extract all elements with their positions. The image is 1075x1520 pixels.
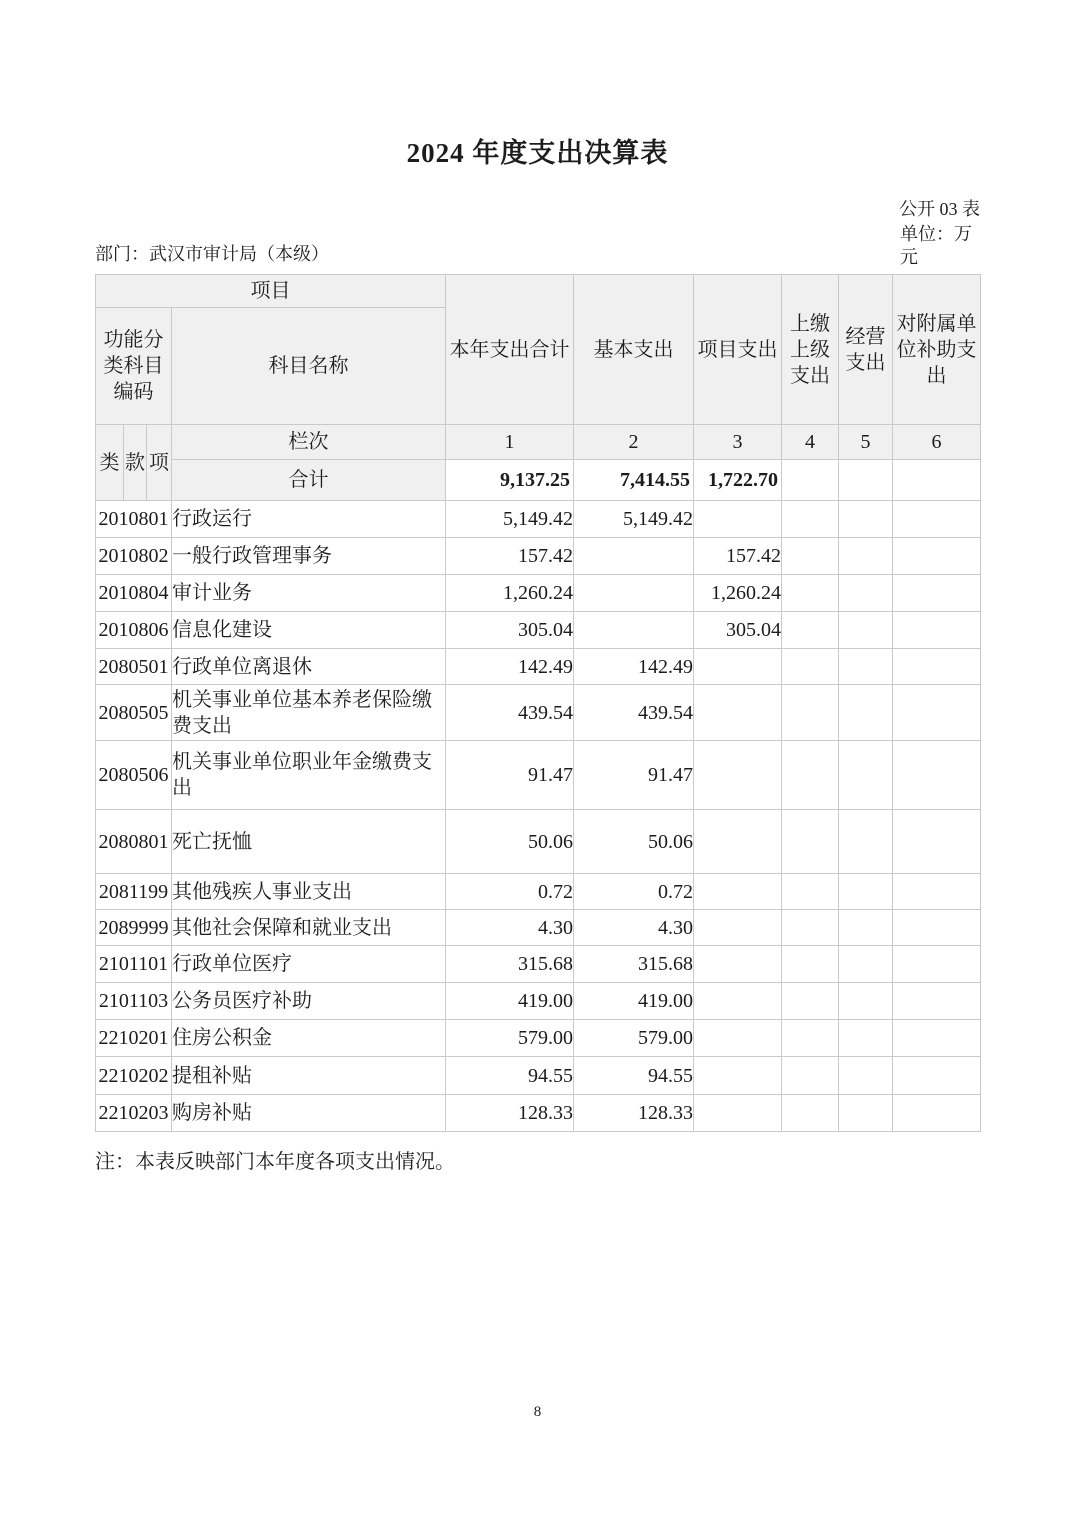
row-name: 购房补贴: [172, 1095, 446, 1132]
col-header-upturned-expenditure: 上缴上级支出: [782, 275, 839, 425]
row-name: 死亡抚恤: [172, 810, 446, 874]
row-value: [893, 1020, 981, 1057]
row-value: [839, 1095, 893, 1132]
row-value: 579.00: [574, 1020, 694, 1057]
total-value: [893, 460, 981, 501]
row-value: 419.00: [446, 983, 574, 1020]
row-value: [574, 538, 694, 575]
row-name: 审计业务: [172, 575, 446, 612]
table-row: [96, 575, 981, 612]
table-row: [96, 946, 981, 983]
row-name: 行政单位医疗: [172, 946, 446, 983]
row-value: 94.55: [574, 1057, 694, 1095]
code-column-header: 功能分类科目编码: [96, 308, 172, 425]
row-value: [839, 685, 893, 741]
project-header: 项目: [96, 275, 446, 308]
row-name: 一般行政管理事务: [172, 538, 446, 575]
row-value: [782, 538, 839, 575]
table-tag: 公开 03 表: [899, 199, 980, 219]
row-value: [839, 538, 893, 575]
row-code: 2010806: [96, 612, 172, 649]
total-value: [839, 460, 893, 501]
row-value: [893, 1057, 981, 1095]
row-value: [694, 983, 782, 1020]
row-value: 1,260.24: [446, 575, 574, 612]
row-value: [839, 946, 893, 983]
row-value: [839, 874, 893, 910]
row-value: [839, 810, 893, 874]
row-value: 439.54: [446, 685, 574, 741]
unit-label: 单位：万元: [900, 224, 972, 267]
row-value: 157.42: [446, 538, 574, 575]
row-value: [782, 910, 839, 946]
row-name: 机关事业单位职业年金缴费支出: [172, 741, 446, 810]
row-value: 157.42: [694, 538, 782, 575]
row-value: [839, 1020, 893, 1057]
row-name: 住房公积金: [172, 1020, 446, 1057]
row-value: [782, 501, 839, 538]
table-row: [96, 1095, 981, 1132]
table-row: [96, 910, 981, 946]
row-value: [893, 983, 981, 1020]
total-value: 1,722.70: [694, 460, 782, 501]
row-code: 2210201: [96, 1020, 172, 1057]
page-title: 2024 年度支出决算表: [406, 138, 669, 168]
row-value: [893, 501, 981, 538]
row-value: 50.06: [574, 810, 694, 874]
row-value: [782, 649, 839, 685]
row-value: [839, 612, 893, 649]
col-header-project-expenditure: 项目支出: [694, 275, 782, 425]
row-value: [694, 685, 782, 741]
row-value: 142.49: [574, 649, 694, 685]
row-value: [839, 910, 893, 946]
row-code: 2010801: [96, 501, 172, 538]
row-value: [782, 575, 839, 612]
row-value: 1,260.24: [694, 575, 782, 612]
row-value: [782, 810, 839, 874]
row-value: 579.00: [446, 1020, 574, 1057]
row-value: [782, 946, 839, 983]
row-code: 2080506: [96, 741, 172, 810]
row-value: 0.72: [446, 874, 574, 910]
row-value: [893, 612, 981, 649]
meta-row: [95, 223, 980, 269]
row-value: [782, 1020, 839, 1057]
row-value: 50.06: [446, 810, 574, 874]
row-value: [893, 741, 981, 810]
class-col-kuan: 款: [124, 425, 147, 501]
class-col-lei: 类: [96, 425, 124, 501]
row-value: [694, 649, 782, 685]
row-value: [694, 946, 782, 983]
row-value: 4.30: [446, 910, 574, 946]
row-code: 2080801: [96, 810, 172, 874]
row-code: 2101103: [96, 983, 172, 1020]
row-value: 315.68: [446, 946, 574, 983]
row-value: [893, 538, 981, 575]
row-value: 128.33: [446, 1095, 574, 1132]
department-label: 部门：武汉市审计局（本级）: [95, 244, 329, 264]
table-row: [96, 501, 981, 538]
table-row: [96, 612, 981, 649]
name-column-header: 科目名称: [172, 308, 446, 425]
row-name: 行政运行: [172, 501, 446, 538]
table-note: 注：本表反映部门本年度各项支出情况。: [95, 1151, 455, 1173]
row-code: 2080505: [96, 685, 172, 741]
row-name: 提租补贴: [172, 1057, 446, 1095]
lanci-number: 6: [893, 425, 981, 460]
table-row: [96, 874, 981, 910]
row-value: [782, 1057, 839, 1095]
row-value: [893, 685, 981, 741]
row-value: [694, 910, 782, 946]
expenditure-table: [95, 274, 981, 1132]
page-number: 8: [533, 1404, 542, 1420]
lanci-number: 2: [574, 425, 694, 460]
row-value: [694, 874, 782, 910]
row-value: 4.30: [574, 910, 694, 946]
table-row: [96, 810, 981, 874]
lanci-number: 1: [446, 425, 574, 460]
row-code: 2101101: [96, 946, 172, 983]
row-value: 315.68: [574, 946, 694, 983]
row-code: 2080501: [96, 649, 172, 685]
row-value: [893, 874, 981, 910]
row-value: 5,149.42: [574, 501, 694, 538]
total-label: 合计: [172, 460, 446, 501]
total-value: 9,137.25: [446, 460, 574, 501]
total-value: 7,414.55: [574, 460, 694, 501]
row-value: 305.04: [694, 612, 782, 649]
col-header-basic-expenditure: 基本支出: [574, 275, 694, 425]
row-value: [574, 612, 694, 649]
row-value: [893, 810, 981, 874]
row-value: [782, 612, 839, 649]
class-col-xiang: 项: [147, 425, 172, 501]
row-code: 2081199: [96, 874, 172, 910]
row-value: [893, 946, 981, 983]
total-value: [782, 460, 839, 501]
row-value: [839, 649, 893, 685]
row-value: [893, 649, 981, 685]
row-value: 94.55: [446, 1057, 574, 1095]
row-value: [839, 575, 893, 612]
row-value: [893, 910, 981, 946]
row-value: [694, 810, 782, 874]
row-value: [574, 575, 694, 612]
col-header-total-expenditure: 本年支出合计: [446, 275, 574, 425]
table-row: [96, 685, 981, 741]
row-name: 机关事业单位基本养老保险缴费支出: [172, 685, 446, 741]
row-code: 2089999: [96, 910, 172, 946]
row-value: [839, 501, 893, 538]
row-code: 2010802: [96, 538, 172, 575]
row-value: [782, 1095, 839, 1132]
lanci-number: 4: [782, 425, 839, 460]
row-value: [694, 501, 782, 538]
table-row: [96, 538, 981, 575]
row-value: [782, 983, 839, 1020]
table-row: [96, 1020, 981, 1057]
row-name: 信息化建设: [172, 612, 446, 649]
row-value: [782, 685, 839, 741]
row-name: 公务员医疗补助: [172, 983, 446, 1020]
row-value: 0.72: [574, 874, 694, 910]
row-value: [694, 741, 782, 810]
row-value: [694, 1020, 782, 1057]
table-row: [96, 741, 981, 810]
row-value: [893, 1095, 981, 1132]
lanci-label: 栏次: [172, 425, 446, 460]
row-value: 91.47: [574, 741, 694, 810]
row-value: [893, 575, 981, 612]
table-row: [96, 983, 981, 1020]
row-value: [839, 741, 893, 810]
table-row: [96, 1057, 981, 1095]
table-row: [96, 649, 981, 685]
lanci-number: 3: [694, 425, 782, 460]
row-value: [839, 1057, 893, 1095]
row-value: 5,149.42: [446, 501, 574, 538]
row-value: 419.00: [574, 983, 694, 1020]
row-code: 2210203: [96, 1095, 172, 1132]
lanci-number: 5: [839, 425, 893, 460]
row-value: 128.33: [574, 1095, 694, 1132]
row-code: 2210202: [96, 1057, 172, 1095]
row-value: [782, 741, 839, 810]
row-value: [694, 1095, 782, 1132]
row-name: 行政单位离退休: [172, 649, 446, 685]
row-value: 305.04: [446, 612, 574, 649]
row-name: 其他社会保障和就业支出: [172, 910, 446, 946]
row-value: [839, 983, 893, 1020]
row-value: 142.49: [446, 649, 574, 685]
row-value: 91.47: [446, 741, 574, 810]
row-value: 439.54: [574, 685, 694, 741]
col-header-subsidy-expenditure: 对附属单位补助支出: [893, 275, 981, 425]
row-name: 其他残疾人事业支出: [172, 874, 446, 910]
col-header-operating-expenditure: 经营支出: [839, 275, 893, 425]
row-value: [694, 1057, 782, 1095]
row-value: [782, 874, 839, 910]
row-code: 2010804: [96, 575, 172, 612]
